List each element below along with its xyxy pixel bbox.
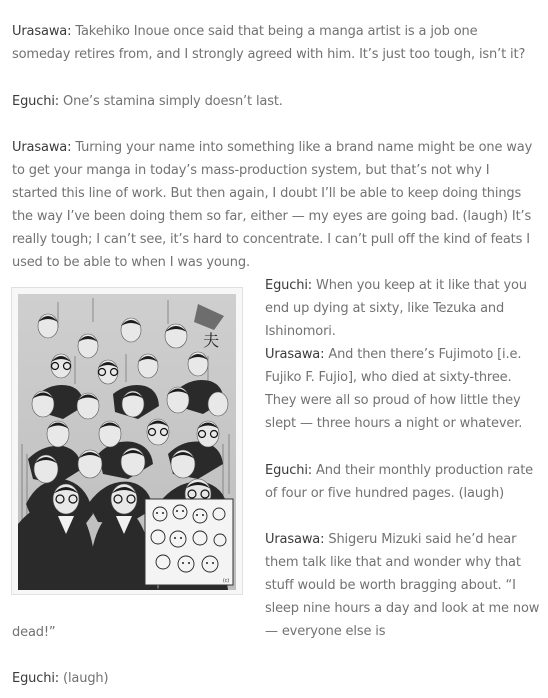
speaker-label: Eguchi: xyxy=(12,671,60,686)
speaker-label: Eguchi: xyxy=(265,278,313,293)
dialogue-paragraph xyxy=(12,20,536,66)
speaker-label: Urasawa: xyxy=(12,24,72,39)
speaker-label: Urasawa: xyxy=(265,347,325,362)
dialogue-paragraph xyxy=(265,343,540,435)
group-photo-image xyxy=(18,294,236,590)
dialogue-text: Shigeru Mizuki said he’d hear them talk like that and wonder why that stuff would be worth bragging about. “I sleep nine hours a day and look at me now — everyone else is xyxy=(265,532,540,639)
dialogue-text: And then there’s Fujimoto [i.e. Fujiko F. Fujio], who died at sixty-three. They were all so proud of how little they slept — three hours a night or whatever. xyxy=(265,347,523,431)
manga-sketch-inset xyxy=(145,499,233,585)
dialogue-text: Turning your name into something like a brand name might be one way to get your manga in today’s mass-production system, but that’s not why I started this line of work. But then again, I doubt I’ll be able to keep doing things the way I’ve been doing them so far, either — my eyes are going bad. (laugh) It’s really tough; I can’t see, it’s hard to concentrate. I can’t pull off the kind of feats I used to be able to when I was young. xyxy=(12,140,533,270)
dialogue-paragraph xyxy=(265,459,540,505)
dialogue-text: One’s stamina simply doesn’t last. xyxy=(59,94,283,109)
dialogue-continuation xyxy=(12,621,536,644)
dialogue-text: When you keep at it like that you end up dying at sixty, like Tezuka and Ishinomori. xyxy=(265,278,527,339)
speaker-label: Urasawa: xyxy=(12,140,72,155)
dialogue-text: (laugh) xyxy=(59,671,109,686)
dialogue-paragraph xyxy=(12,136,536,274)
photo-signature: (c) xyxy=(222,578,230,584)
dialogue-paragraph xyxy=(12,667,536,690)
dialogue-text: dead!” xyxy=(12,625,56,640)
speaker-label: Eguchi: xyxy=(265,463,313,478)
dialogue-text: Takehiko Inoue once said that being a manga artist is a job one someday retires from, and I strongly agreed with him. It’s just too tough, isn’t it? xyxy=(12,24,526,62)
speaker-label: Urasawa: xyxy=(265,532,325,547)
dialogue-paragraph xyxy=(265,274,540,343)
manga-artists-group-photo xyxy=(11,287,243,595)
dialogue-text: And their monthly production rate of four or five hundred pages. (laugh) xyxy=(265,463,533,501)
dialogue-paragraph xyxy=(12,90,536,113)
photo-corner-glyph: 夫 xyxy=(203,331,219,350)
speaker-label: Eguchi: xyxy=(12,94,60,109)
